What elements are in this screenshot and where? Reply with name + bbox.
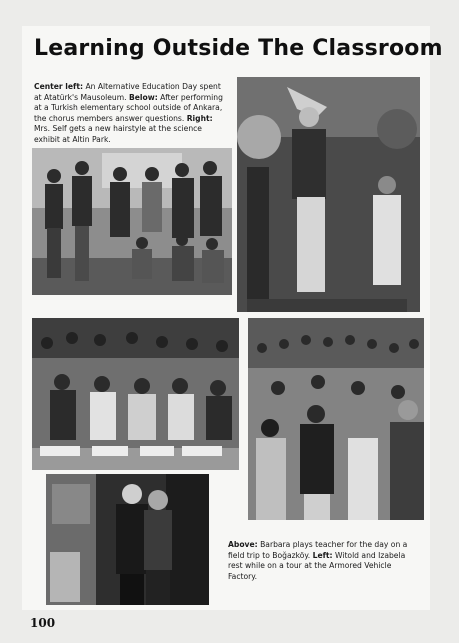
caption-top [34, 82, 230, 146]
photo-science-exhibit [237, 77, 420, 312]
caption-text: Barbara plays teacher for the day on a field trip to Boğazköy. [228, 540, 408, 560]
caption-label: Center left: [34, 82, 84, 91]
caption-text: An Alternative Education Day spent at Atatürk's Mausoleum. [34, 82, 221, 102]
photo-armored-vehicle-factory [46, 474, 209, 605]
caption-text: After performing at a Turkish elementary school outside of Ankara, the chorus members answer questions. [34, 92, 223, 123]
caption-bottom [228, 540, 408, 582]
caption-label: Below: [128, 92, 158, 102]
page-number: 100 [30, 616, 56, 630]
caption-label: Left: [312, 550, 333, 560]
page-title: Learning Outside The Classroom [34, 36, 443, 61]
caption-label: Right: [186, 113, 213, 123]
photo-mausoleum-group [32, 148, 232, 295]
photo-chorus-group [32, 318, 239, 470]
caption-text: Mrs. Self gets a new hairstyle at the science exhibit at Altin Park. [34, 124, 202, 144]
caption-label: Above: [228, 540, 258, 549]
photo-field-trip [248, 318, 424, 520]
caption-text: Witold and Izabela rest while on a tour at the Armored Vehicle Factory. [228, 550, 406, 581]
